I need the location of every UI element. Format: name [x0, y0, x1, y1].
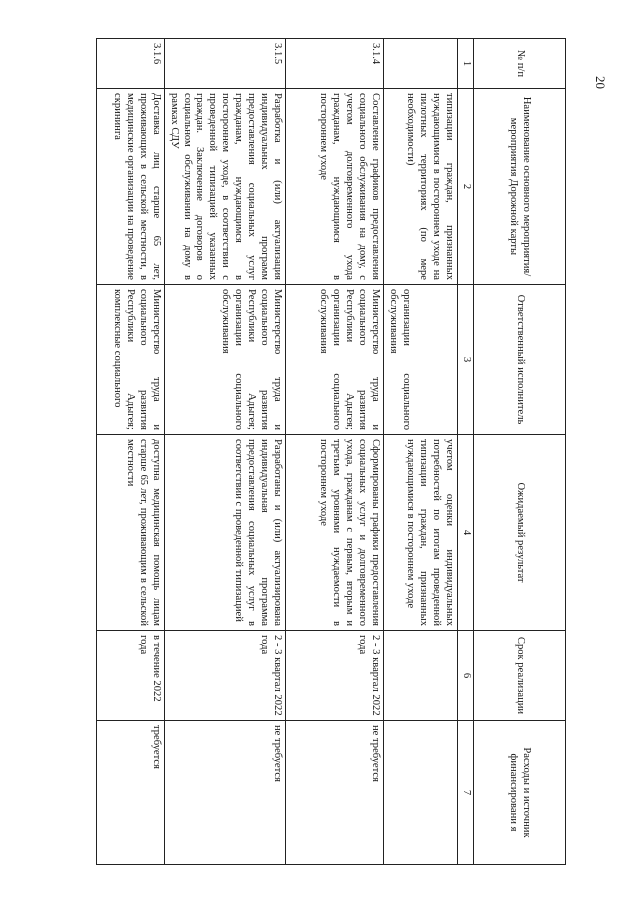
row-name: Доставка лиц старше 65 лет, проживающих в сельской местности, в медицинские организации на проведение скрининга [96, 89, 164, 285]
row-name: типизации граждан, признанных нуждающимися в постороннем уходе на пилотных территориях (по мере необходимости) [384, 89, 458, 285]
col-number: 2 [458, 89, 474, 285]
col-number: 1 [458, 39, 474, 89]
header-cost: Расходы и источник финансировани я [474, 721, 566, 865]
row-cost: не требуется [164, 721, 285, 865]
col-number: 6 [458, 631, 474, 721]
column-number-row [458, 39, 474, 865]
row-executor: организации социального обслуживания [384, 285, 458, 435]
header-row [474, 39, 566, 865]
row-term: 2 - 3 квартал 2022 года [286, 631, 384, 721]
row-term: в течение 2022 года [96, 631, 164, 721]
header-name: Наименование основного мероприятия/мероприятия Дорожной карты [474, 89, 566, 285]
col-number: 3 [458, 285, 474, 435]
col-number: 7 [458, 721, 474, 865]
row-num: 3.1.5 [164, 39, 285, 89]
row-num: 3.1.6 [96, 39, 164, 89]
header-result: Ожидаемый результат [474, 435, 566, 631]
table-row [384, 39, 458, 865]
row-executor: Министерство труда и социального развития Республики Адыгея; организации социального обслуживания [286, 285, 384, 435]
row-name: Разработка и (или) актуализация индивидуальных программ предоставления социальных услуг гражданам, нуждающимся в постороннем уходе, в соответствии с проведенной типизацией указанных граждан. Заключение договоров о социальном обслуживании на дому в рамках СДУ [164, 89, 285, 285]
row-cost: требуется [96, 721, 164, 865]
header-num: № п/п [474, 39, 566, 89]
row-cost [384, 721, 458, 865]
row-cost: не требуется [286, 721, 384, 865]
table-row [286, 39, 384, 865]
row-term [384, 631, 458, 721]
row-name: Составление графиков предоставления социального обслуживания на дому, с учетом долговременного ухода гражданам, нуждающимся в постороннем уходе [286, 89, 384, 285]
table-row [164, 39, 285, 865]
row-result: Сформированы графики предоставления социальных услуг и долговременного ухода, гражданам с первым, вторым и третьим уровнями нуждаемости в постороннем уходе [286, 435, 384, 631]
table-row [96, 39, 164, 865]
row-num [384, 39, 458, 89]
row-term: 2 - 3 квартал 2022 года [164, 631, 285, 721]
row-result: доступна медицинская помощь лицам старше 65 лет, проживающим в сельской местности [96, 435, 164, 631]
page-number: 20 [593, 76, 608, 89]
header-term: Срок реализации [474, 631, 566, 721]
col-number: 4 [458, 435, 474, 631]
row-num: 3.1.4 [286, 39, 384, 89]
row-result: Разработаны и (или) актуализирована индивидуальная программа предоставления социальных услуг в соответствии с проведенной типизацией [164, 435, 285, 631]
row-result: учетом оценки индивидуальных потребностей по итогам проведенной типизации граждан, признанных нуждающимися в постороннем уходе [384, 435, 458, 631]
roadmap-table-wrapper [111, 38, 566, 864]
roadmap-table [96, 38, 566, 865]
row-executor: Министерство труда и социального развития Республики Адыгея; комплексные социального [96, 285, 164, 435]
row-executor: Министерство труда и социального развития Республики Адыгея; организации социального обслуживания [164, 285, 285, 435]
header-executor: Ответственный исполнитель [474, 285, 566, 435]
